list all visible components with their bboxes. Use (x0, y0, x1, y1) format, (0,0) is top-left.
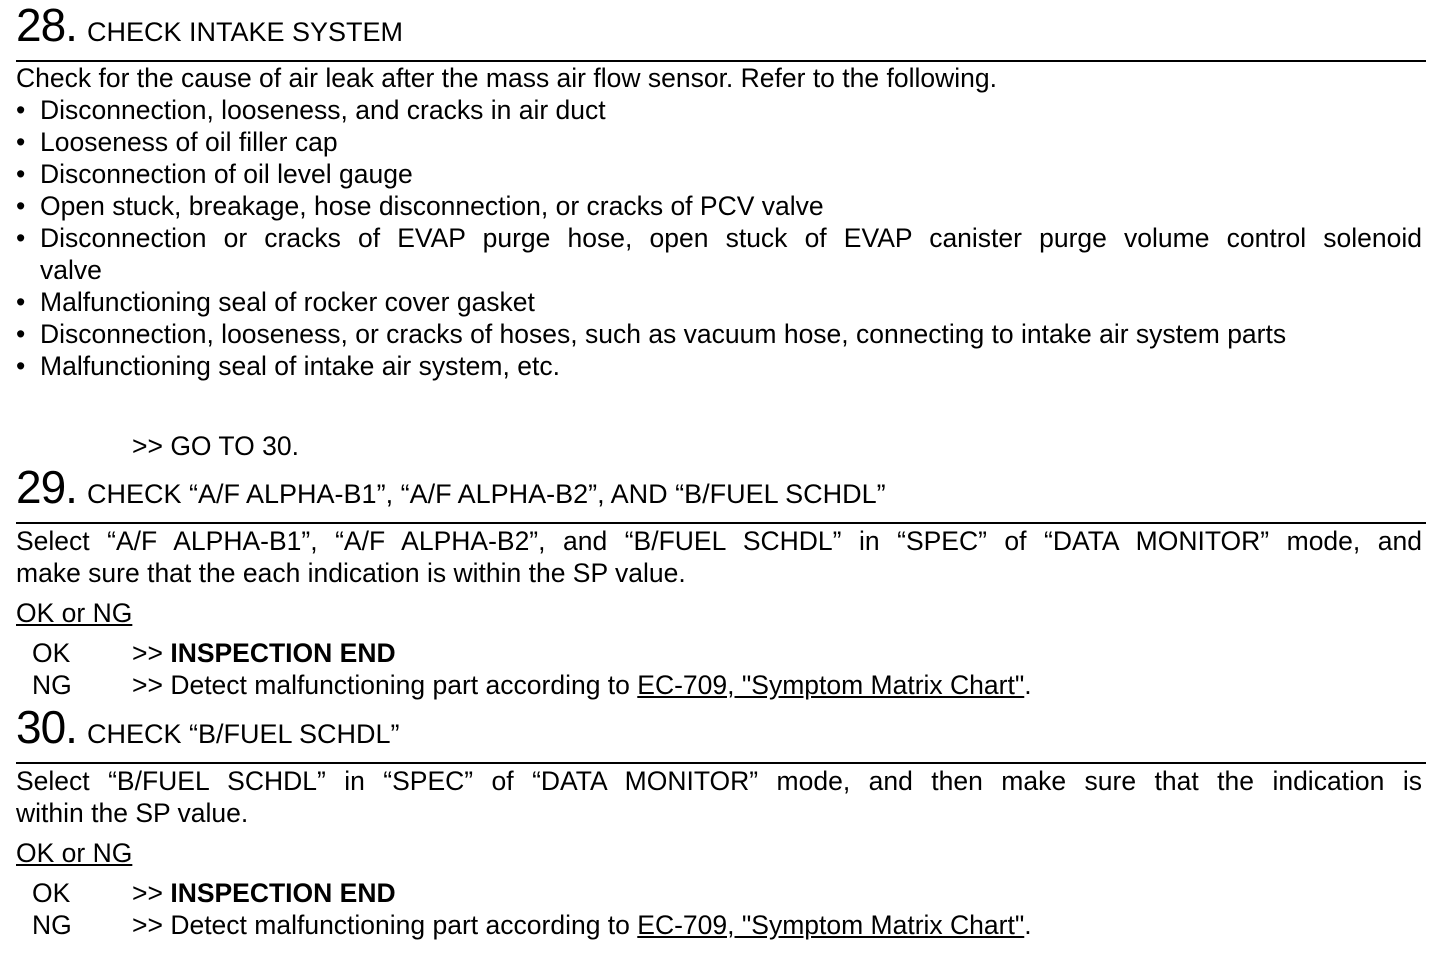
step-number: 29. (16, 461, 77, 513)
ng-action (132, 669, 1032, 701)
step-29-body-line-2: make sure that the each indication is within the SP value. (16, 558, 686, 588)
action-prefix: >> (132, 878, 163, 908)
ng-action-text: >> Detect malfunctioning part according to (132, 670, 630, 700)
step-title: CHECK “A/F ALPHA-B1”, “A/F ALPHA-B2”, AND “B/FUEL SCHDL” (87, 479, 886, 509)
list-item-text: Malfunctioning seal of intake air system, etc. (40, 351, 560, 381)
step-30-body-line-1: Select “B/FUEL SCHDL” in “SPEC” of “DATA MONITOR” mode, and then make sure that the indication is (16, 766, 1422, 796)
bullet-icon: • (16, 191, 26, 221)
ng-action-suffix: . (1024, 670, 1032, 700)
ng-action-text: >> Detect malfunctioning part according to (132, 910, 630, 940)
ok-action (132, 877, 396, 909)
ok-or-ng-heading: OK or NG (16, 598, 133, 628)
step-29-header (16, 462, 1426, 524)
bullet-icon: • (16, 319, 26, 349)
list-item-text: Looseness of oil filler cap (40, 127, 338, 157)
list-item-text: Disconnection, looseness, or cracks of hoses, such as vacuum hose, connecting to intake air system parts (40, 319, 1287, 349)
list-item-text: valve (40, 255, 102, 285)
step-30-body-line-2: within the SP value. (16, 798, 249, 828)
bullet-icon: • (16, 351, 26, 381)
ok-code: OK (32, 638, 71, 668)
list-item-text: Open stuck, breakage, hose disconnection, or cracks of PCV valve (40, 191, 824, 221)
ok-or-ng-heading: OK or NG (16, 838, 133, 868)
ng-action-suffix: . (1024, 910, 1032, 940)
bullet-icon: • (16, 95, 26, 125)
inspection-end-label: INSPECTION END (170, 638, 396, 668)
step-28-header (16, 0, 1426, 62)
step-number: 28. (16, 0, 77, 51)
ok-code: OK (32, 878, 71, 908)
step-title: CHECK “B/FUEL SCHDL” (87, 719, 400, 749)
ok-action (132, 637, 396, 669)
ng-action (132, 909, 1032, 941)
list-item-text: Disconnection, looseness, and cracks in air duct (40, 95, 606, 125)
list-item-text: Disconnection or cracks of EVAP purge hose, open stuck of EVAP canister purge volume control solenoid (40, 223, 1422, 253)
bullet-icon: • (16, 159, 26, 189)
ng-code: NG (32, 910, 72, 940)
ng-code: NG (32, 670, 72, 700)
bullet-icon: • (16, 287, 26, 317)
list-item-text: Malfunctioning seal of rocker cover gasket (40, 287, 535, 317)
symptom-matrix-chart-link[interactable]: EC-709, "Symptom Matrix Chart" (637, 910, 1025, 940)
bullet-icon: • (16, 223, 26, 253)
bullet-icon: • (16, 127, 26, 157)
step-29-body-line-1: Select “A/F ALPHA-B1”, “A/F ALPHA-B2”, and “B/FUEL SCHDL” in “SPEC” of “DATA MONITOR” mode, and (16, 526, 1422, 556)
step-title: CHECK INTAKE SYSTEM (87, 17, 404, 47)
step-number: 30. (16, 701, 77, 753)
action-prefix: >> (132, 638, 163, 668)
list-item-text: Disconnection of oil level gauge (40, 159, 413, 189)
step-28-intro: Check for the cause of air leak after the mass air flow sensor. Refer to the following. (16, 63, 997, 93)
step-30-header (16, 702, 1426, 764)
goto-instruction: >> GO TO 30. (132, 431, 299, 461)
inspection-end-label: INSPECTION END (170, 878, 396, 908)
symptom-matrix-chart-link[interactable]: EC-709, "Symptom Matrix Chart" (637, 670, 1025, 700)
